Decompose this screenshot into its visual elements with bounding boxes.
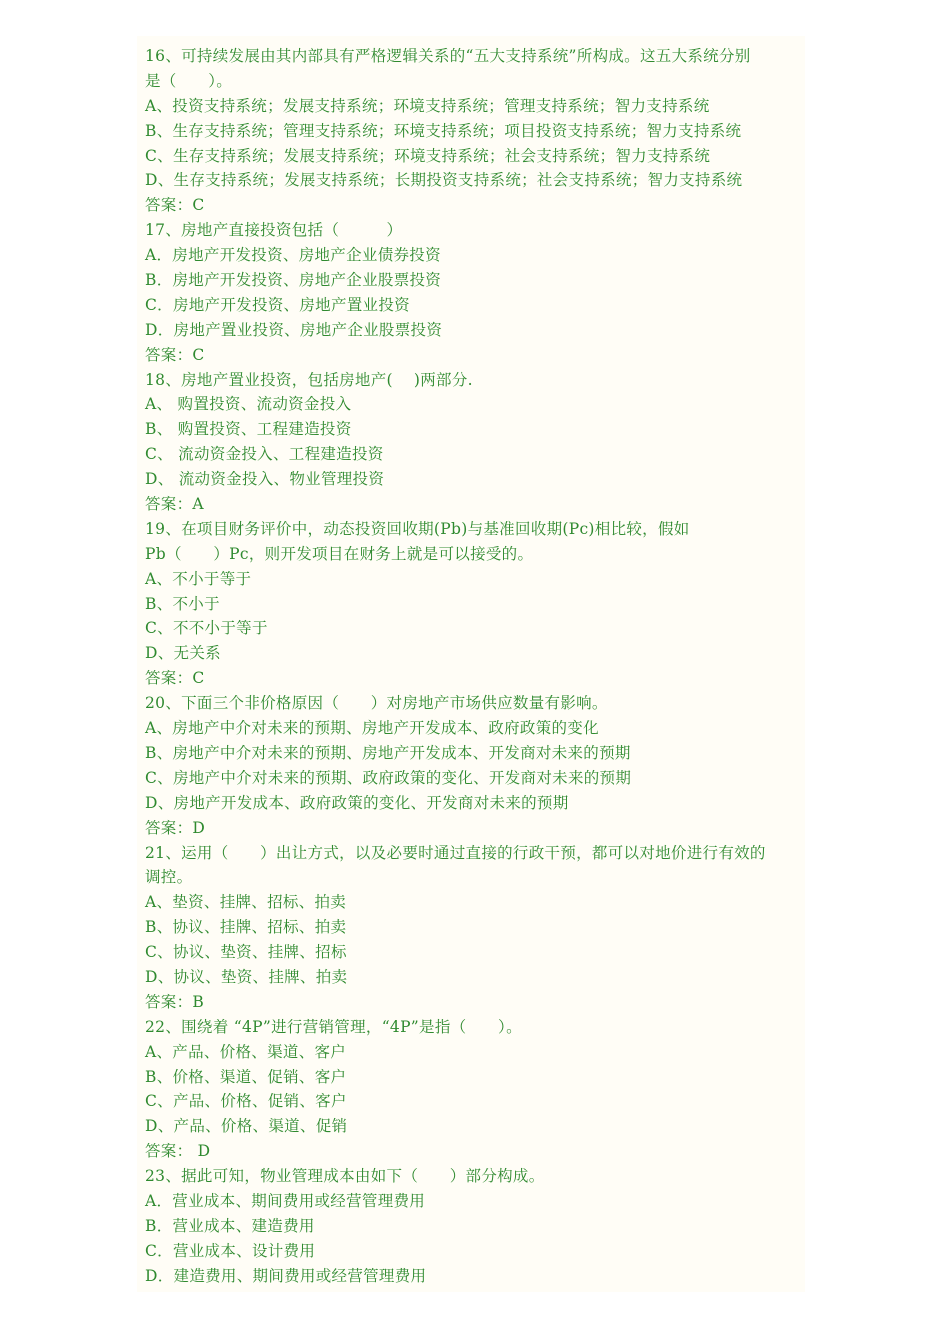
option-text: C、房地产中介对未来的预期、政府政策的变化、开发商对未来的预期 — [145, 768, 632, 787]
question-continuation: 是（ ）。 — [145, 71, 233, 90]
option-text: A．房地产开发投资、房地产企业债券投资 — [145, 246, 441, 265]
option-text: C、 流动资金投入、工程建造投资 — [145, 445, 384, 464]
option-text: D、 流动资金投入、物业管理投资 — [145, 470, 385, 489]
option-text: B、价格、渠道、促销、客户 — [145, 1067, 347, 1086]
option-text: A、产品、价格、渠道、客户 — [145, 1042, 347, 1061]
option-text: D、产品、价格、渠道、促销 — [145, 1117, 348, 1136]
option-text: A、投资支持系统；发展支持系统；环境支持系统；管理支持系统；智力支持系统 — [145, 96, 710, 115]
option-text: D．房地产置业投资、房地产企业股票投资 — [145, 320, 443, 339]
question-text: 16、可持续发展由其内部具有严格逻辑关系的“五大支持系统”所构成。这五大系统分别 — [145, 47, 751, 65]
option-text: D、生存支持系统；发展支持系统；长期投资支持系统；社会支持系统；智力支持系统 — [145, 171, 743, 190]
question-text: 19、在项目财务评价中，动态投资回收期(Pb)与基准回收期(Pc)相比较，假如 — [145, 519, 690, 538]
question-list — [145, 44, 805, 1289]
question-text: 22、围绕着 “4P”进行营销管理，“4P”是指（ ）。 — [145, 1017, 522, 1036]
option-text: C．房地产开发投资、房地产置业投资 — [145, 295, 410, 314]
answer-text: 答案：C — [145, 345, 205, 364]
answer-text: 答案：D — [145, 818, 206, 837]
option-text: C、产品、价格、促销、客户 — [145, 1092, 347, 1111]
question-text: 18、房地产置业投资，包括房地产( )两部分. — [145, 370, 473, 389]
answer-text: 答案：C — [145, 669, 205, 688]
option-text: B、房地产中介对未来的预期、房地产开发成本、开发商对未来的预期 — [145, 743, 631, 762]
option-text: B、协议、挂牌、招标、拍卖 — [145, 918, 347, 937]
option-text: B、生存支持系统；管理支持系统；环境支持系统；项目投资支持系统；智力支持系统 — [145, 121, 742, 140]
question-continuation: Pb（ ）Pc，则开发项目在财务上就是可以接受的。 — [145, 544, 534, 563]
option-text: A、房地产中介对未来的预期、房地产开发成本、政府政策的变化 — [145, 719, 599, 738]
question-text: 20、下面三个非价格原因（ ）对房地产市场供应数量有影响。 — [145, 694, 608, 713]
option-text: D．建造费用、期间费用或经营管理费用 — [145, 1266, 427, 1285]
option-text: C、不不小于等于 — [145, 619, 268, 638]
option-text: A．营业成本、期间费用或经营管理费用 — [145, 1191, 426, 1210]
option-text: C、生存支持系统；发展支持系统；环境支持系统；社会支持系统；智力支持系统 — [145, 146, 711, 165]
option-text: C．营业成本、设计费用 — [145, 1241, 316, 1260]
option-text: D、无关系 — [145, 644, 221, 663]
answer-text: 答案：C — [145, 196, 205, 215]
option-text: B．营业成本、建造费用 — [145, 1216, 315, 1235]
question-continuation: 调控。 — [145, 868, 193, 887]
option-text: A、垫资、挂牌、招标、拍卖 — [145, 893, 347, 912]
answer-text: 答案：B — [145, 992, 205, 1011]
option-text: C、协议、垫资、挂牌、招标 — [145, 943, 347, 962]
option-text: B、 购置投资、工程建造投资 — [145, 420, 352, 439]
answer-text: 答案：A — [145, 495, 204, 514]
answer-text: 答案： D — [145, 1142, 211, 1161]
option-text: A、不小于等于 — [145, 569, 252, 588]
question-text: 17、房地产直接投资包括（ ） — [145, 221, 403, 240]
option-text: B．房地产开发投资、房地产企业股票投资 — [145, 271, 442, 290]
question-text: 23、据此可知，物业管理成本由如下（ ）部分构成。 — [145, 1167, 545, 1186]
option-text: A、 购置投资、流动资金投入 — [145, 395, 352, 414]
option-text: D、协议、垫资、挂牌、拍卖 — [145, 967, 348, 986]
question-text: 21、运用（ ）出让方式，以及必要时通过直接的行政干预，都可以对地价进行有效的 — [145, 843, 766, 862]
option-text: B、不小于 — [145, 594, 220, 613]
option-text: D、房地产开发成本、政府政策的变化、开发商对未来的预期 — [145, 793, 569, 812]
